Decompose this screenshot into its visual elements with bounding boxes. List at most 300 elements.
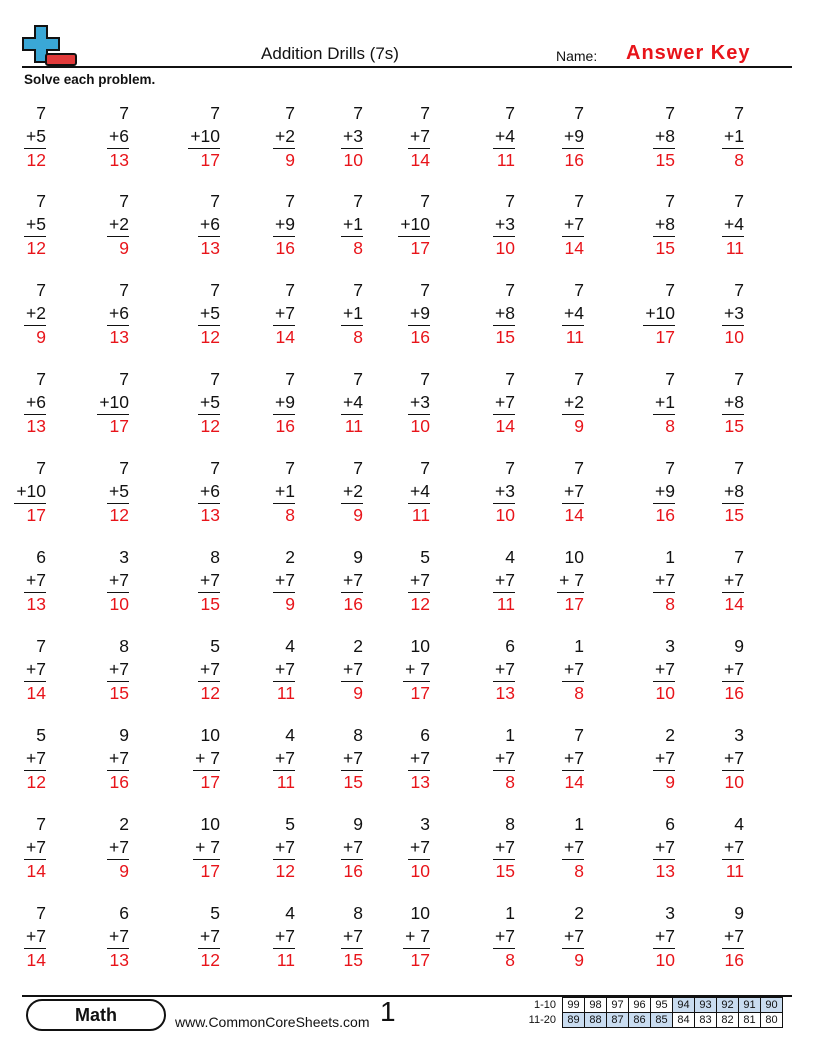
problem-top-number: 7 <box>353 103 363 123</box>
problem-top-number: 7 <box>665 103 675 123</box>
problem-addend: +2 <box>109 214 129 234</box>
problem <box>154 457 220 537</box>
problem <box>63 279 129 359</box>
problem-answer: 8 <box>505 772 515 792</box>
problem-top-number: 6 <box>119 903 129 923</box>
problem-addend: + 7 <box>405 659 430 679</box>
score-cell: 81 <box>739 1013 761 1028</box>
problem <box>0 190 46 270</box>
problem-answer: 14 <box>564 238 584 258</box>
problem-top-number: 7 <box>505 103 515 123</box>
problem-addend: +7 <box>724 748 744 768</box>
problem-top-number: 7 <box>36 191 46 211</box>
problem-addend: +4 <box>495 126 515 146</box>
problem <box>449 546 515 626</box>
problem-answer: 16 <box>109 772 129 792</box>
problem <box>229 902 295 982</box>
score-row-label: 1-10 <box>533 999 556 1011</box>
problem-addend: +9 <box>655 481 675 501</box>
problem <box>154 190 220 270</box>
subject-badge: Math <box>26 999 166 1031</box>
problem-answer: 15 <box>724 505 744 525</box>
problem-answer: 16 <box>343 861 363 881</box>
problem-addend: +7 <box>26 659 46 679</box>
problem <box>678 279 744 359</box>
problem-addend: +1 <box>275 481 295 501</box>
problem-top-number: 7 <box>574 280 584 300</box>
problem-answer: 8 <box>665 416 675 436</box>
problem <box>449 457 515 537</box>
problem <box>63 546 129 626</box>
problem-top-number: 7 <box>119 458 129 478</box>
problem-answer: 10 <box>724 772 744 792</box>
problem-top-number: 7 <box>353 280 363 300</box>
score-cell: 94 <box>673 998 695 1013</box>
problem-answer: 10 <box>410 861 430 881</box>
problem-addend: +8 <box>495 303 515 323</box>
problem-answer: 15 <box>495 327 515 347</box>
problem <box>518 635 584 715</box>
problem-addend: +1 <box>724 126 744 146</box>
problem-top-number: 7 <box>285 191 295 211</box>
problem-top-number: 7 <box>210 191 220 211</box>
problem-answer: 15 <box>343 772 363 792</box>
problem-addend: +1 <box>655 392 675 412</box>
problem-top-number: 2 <box>665 725 675 745</box>
score-cell: 80 <box>761 1013 783 1028</box>
problem-addend: +7 <box>410 748 430 768</box>
problem-addend: +7 <box>724 659 744 679</box>
problem <box>518 546 584 626</box>
problem-top-number: 6 <box>505 636 515 656</box>
problem <box>63 102 129 182</box>
problem-top-number: 9 <box>734 636 744 656</box>
problem-addend: +7 <box>26 837 46 857</box>
problem-top-number: 4 <box>734 814 744 834</box>
problem-answer: 17 <box>200 772 220 792</box>
problem-answer: 10 <box>655 683 675 703</box>
problem-top-number: 7 <box>119 369 129 389</box>
problem-answer: 9 <box>665 772 675 792</box>
problem-top-number: 7 <box>420 191 430 211</box>
problem-top-number: 1 <box>574 636 584 656</box>
problem-top-number: 5 <box>210 903 220 923</box>
problem-addend: +3 <box>724 303 744 323</box>
problem-top-number: 7 <box>353 191 363 211</box>
problem <box>229 368 295 448</box>
score-cell: 91 <box>739 998 761 1013</box>
problem <box>0 279 46 359</box>
problem-addend: +7 <box>26 748 46 768</box>
problem <box>297 902 363 982</box>
problem-answer: 16 <box>564 150 584 170</box>
problem-top-number: 8 <box>505 814 515 834</box>
problem-top-number: 7 <box>36 903 46 923</box>
problem-addend: +9 <box>564 126 584 146</box>
problem-answer: 9 <box>574 950 584 970</box>
problem-answer: 13 <box>655 861 675 881</box>
problem-top-number: 7 <box>665 191 675 211</box>
problem-top-number: 3 <box>665 636 675 656</box>
problem <box>229 813 295 893</box>
problem <box>0 813 46 893</box>
problem-answer: 9 <box>574 416 584 436</box>
problem <box>229 279 295 359</box>
problem <box>449 902 515 982</box>
problem-answer: 9 <box>119 238 129 258</box>
score-table <box>526 997 783 1028</box>
problem-addend: +7 <box>410 126 430 146</box>
problem-top-number: 9 <box>353 547 363 567</box>
problem-addend: +3 <box>495 214 515 234</box>
problem-top-number: 1 <box>505 903 515 923</box>
problem <box>678 813 744 893</box>
problem <box>297 813 363 893</box>
problem-answer: 10 <box>655 950 675 970</box>
problem-addend: +7 <box>495 748 515 768</box>
problem-addend: +7 <box>495 392 515 412</box>
problem-answer: 11 <box>725 861 744 881</box>
problem-answer: 13 <box>200 238 220 258</box>
problem-addend: +7 <box>655 837 675 857</box>
score-cell: 95 <box>651 998 673 1013</box>
problem-top-number: 7 <box>36 814 46 834</box>
problem-answer: 8 <box>665 594 675 614</box>
problem-answer: 10 <box>343 150 363 170</box>
problem-answer: 16 <box>275 416 295 436</box>
problem-top-number: 10 <box>410 636 430 656</box>
problem-answer: 13 <box>109 950 129 970</box>
problem-answer: 17 <box>410 683 430 703</box>
problem-top-number: 7 <box>210 458 220 478</box>
problem-top-number: 9 <box>734 903 744 923</box>
problem <box>678 724 744 804</box>
problem <box>609 635 675 715</box>
problem-addend: +8 <box>655 126 675 146</box>
problem-answer: 17 <box>410 238 430 258</box>
problem <box>0 902 46 982</box>
problem-addend: +7 <box>26 570 46 590</box>
problem <box>297 190 363 270</box>
problem-addend: +5 <box>26 214 46 234</box>
problem <box>0 635 46 715</box>
problem-addend: +7 <box>109 570 129 590</box>
problem <box>678 635 744 715</box>
problem-addend: + 7 <box>195 837 220 857</box>
problem <box>297 724 363 804</box>
problem-addend: +2 <box>343 481 363 501</box>
problem <box>364 724 430 804</box>
problem <box>0 102 46 182</box>
problem-addend: +7 <box>564 214 584 234</box>
problem-top-number: 5 <box>285 814 295 834</box>
problem-answer: 16 <box>275 238 295 258</box>
problem-top-number: 7 <box>574 458 584 478</box>
problem-answer: 10 <box>109 594 129 614</box>
score-cell: 85 <box>651 1013 673 1028</box>
problem <box>154 546 220 626</box>
problem-addend: +7 <box>343 570 363 590</box>
problem-answer: 11 <box>276 683 295 703</box>
problem <box>678 546 744 626</box>
problem-answer: 13 <box>200 505 220 525</box>
header-divider <box>22 66 792 68</box>
problem-addend: +7 <box>343 926 363 946</box>
problem <box>449 102 515 182</box>
problem <box>63 635 129 715</box>
problem-addend: +1 <box>343 303 363 323</box>
problem-addend: +7 <box>495 659 515 679</box>
problem-answer: 14 <box>26 861 46 881</box>
problem-answer: 14 <box>564 772 584 792</box>
problem-answer: 8 <box>353 238 363 258</box>
problem <box>63 902 129 982</box>
problem-answer: 15 <box>200 594 220 614</box>
problem <box>518 902 584 982</box>
problem-answer: 12 <box>200 416 220 436</box>
problem <box>154 635 220 715</box>
problem <box>63 190 129 270</box>
problem-addend: +7 <box>275 570 295 590</box>
problem-top-number: 7 <box>36 369 46 389</box>
problem-top-number: 7 <box>665 369 675 389</box>
problem-addend: +5 <box>109 481 129 501</box>
problem-answer: 12 <box>109 505 129 525</box>
problem <box>154 724 220 804</box>
problem-top-number: 7 <box>734 103 744 123</box>
problem-addend: +7 <box>109 926 129 946</box>
problem-addend: + 7 <box>405 926 430 946</box>
problem-top-number: 1 <box>574 814 584 834</box>
problem-top-number: 7 <box>36 103 46 123</box>
problem-top-number: 8 <box>353 725 363 745</box>
problem-top-number: 9 <box>119 725 129 745</box>
problem-addend: +4 <box>410 481 430 501</box>
problem <box>364 368 430 448</box>
problem-answer: 15 <box>724 416 744 436</box>
problem-addend: +7 <box>655 748 675 768</box>
name-label: Name: <box>556 48 598 64</box>
problem-addend: +7 <box>724 837 744 857</box>
score-cell: 88 <box>585 1013 607 1028</box>
problem-answer: 10 <box>495 238 515 258</box>
problem-addend: +4 <box>343 392 363 412</box>
problem <box>518 279 584 359</box>
problem-answer: 12 <box>200 683 220 703</box>
problem <box>609 724 675 804</box>
problem-answer: 10 <box>410 416 430 436</box>
problem-addend: +7 <box>724 570 744 590</box>
problem-addend: +7 <box>343 659 363 679</box>
problem-addend: +7 <box>655 659 675 679</box>
problem <box>609 190 675 270</box>
problem-answer: 14 <box>564 505 584 525</box>
problem-addend: +10 <box>190 126 220 146</box>
problem <box>229 457 295 537</box>
problem-answer: 12 <box>275 861 295 881</box>
problem-top-number: 4 <box>285 725 295 745</box>
problem-answer: 12 <box>26 238 46 258</box>
problem-answer: 10 <box>724 327 744 347</box>
problem-answer: 15 <box>655 150 675 170</box>
problem-answer: 12 <box>410 594 430 614</box>
problem <box>449 813 515 893</box>
problem-top-number: 7 <box>210 369 220 389</box>
problem <box>63 724 129 804</box>
problem-addend: +5 <box>26 126 46 146</box>
problem-answer: 13 <box>109 327 129 347</box>
problem <box>229 635 295 715</box>
problem <box>229 190 295 270</box>
score-cell: 89 <box>563 1013 585 1028</box>
problem-top-number: 10 <box>200 814 220 834</box>
problem <box>0 457 46 537</box>
problem-top-number: 7 <box>420 103 430 123</box>
problem-answer: 14 <box>26 950 46 970</box>
score-cell: 82 <box>717 1013 739 1028</box>
problem-addend: +7 <box>275 837 295 857</box>
score-row <box>526 998 783 1013</box>
problem-answer: 11 <box>725 238 744 258</box>
problem <box>449 724 515 804</box>
problem <box>518 190 584 270</box>
problem <box>154 102 220 182</box>
problem-addend: +7 <box>410 570 430 590</box>
problem <box>229 724 295 804</box>
problem <box>609 902 675 982</box>
problem <box>229 546 295 626</box>
problem-top-number: 4 <box>505 547 515 567</box>
problem-top-number: 7 <box>574 725 584 745</box>
problem-top-number: 8 <box>210 547 220 567</box>
problem-top-number: 7 <box>285 458 295 478</box>
problem-addend: +7 <box>564 481 584 501</box>
problem-answer: 9 <box>119 861 129 881</box>
problem <box>609 368 675 448</box>
problem-addend: +5 <box>200 303 220 323</box>
problem <box>364 902 430 982</box>
problem-answer: 11 <box>411 505 430 525</box>
problem <box>449 279 515 359</box>
problem-top-number: 5 <box>36 725 46 745</box>
answer-key-label: Answer Key <box>626 42 751 64</box>
problem-answer: 14 <box>410 150 430 170</box>
problem <box>364 813 430 893</box>
problem-top-number: 1 <box>505 725 515 745</box>
problem-answer: 17 <box>200 150 220 170</box>
problem <box>678 902 744 982</box>
problem-top-number: 6 <box>36 547 46 567</box>
problem <box>63 813 129 893</box>
problem-answer: 16 <box>343 594 363 614</box>
problem <box>609 546 675 626</box>
problem-answer: 17 <box>655 327 675 347</box>
problem <box>609 279 675 359</box>
problem-answer: 11 <box>496 594 515 614</box>
problem <box>154 813 220 893</box>
problem-answer: 8 <box>353 327 363 347</box>
problem-answer: 15 <box>109 683 129 703</box>
problem <box>678 102 744 182</box>
problem-top-number: 7 <box>734 369 744 389</box>
problem-answer: 17 <box>564 594 584 614</box>
problem-addend: +7 <box>200 570 220 590</box>
problem-addend: +7 <box>564 659 584 679</box>
problem-top-number: 7 <box>119 280 129 300</box>
problem-addend: +10 <box>645 303 675 323</box>
problem <box>449 635 515 715</box>
problem <box>297 635 363 715</box>
problem <box>0 724 46 804</box>
problem <box>63 368 129 448</box>
problem-top-number: 7 <box>353 369 363 389</box>
score-cell: 99 <box>563 998 585 1013</box>
problem-answer: 17 <box>200 861 220 881</box>
problem-answer: 17 <box>109 416 129 436</box>
problem-top-number: 7 <box>505 280 515 300</box>
problem-top-number: 7 <box>36 280 46 300</box>
problem-answer: 11 <box>565 327 584 347</box>
problem <box>518 813 584 893</box>
problem <box>364 102 430 182</box>
problem <box>364 546 430 626</box>
problem <box>449 190 515 270</box>
problem-top-number: 7 <box>285 103 295 123</box>
problem-addend: + 7 <box>195 748 220 768</box>
score-row <box>526 1013 783 1028</box>
problem-addend: +9 <box>275 214 295 234</box>
problem-top-number: 7 <box>420 369 430 389</box>
problem-top-number: 2 <box>119 814 129 834</box>
problem-addend: +3 <box>410 392 430 412</box>
problem-answer: 15 <box>655 238 675 258</box>
problem-top-number: 7 <box>285 369 295 389</box>
problem-answer: 13 <box>109 150 129 170</box>
problem-top-number: 7 <box>119 191 129 211</box>
problem-answer: 11 <box>276 950 295 970</box>
problem-top-number: 7 <box>574 191 584 211</box>
score-cell: 83 <box>695 1013 717 1028</box>
problem-top-number: 7 <box>665 458 675 478</box>
problem-addend: +7 <box>564 748 584 768</box>
problem-addend: +7 <box>343 837 363 857</box>
problem-top-number: 7 <box>734 547 744 567</box>
problem-top-number: 6 <box>665 814 675 834</box>
problem-answer: 12 <box>200 950 220 970</box>
problem-answer: 17 <box>410 950 430 970</box>
problem <box>0 546 46 626</box>
problem-addend: +8 <box>655 214 675 234</box>
problem <box>364 279 430 359</box>
problem-answer: 14 <box>275 327 295 347</box>
score-cell: 93 <box>695 998 717 1013</box>
problem-addend: +4 <box>564 303 584 323</box>
problem-top-number: 7 <box>505 369 515 389</box>
problem <box>364 635 430 715</box>
problem-addend: +2 <box>26 303 46 323</box>
problem-top-number: 9 <box>353 814 363 834</box>
problem <box>63 457 129 537</box>
page-number: 1 <box>380 996 396 1027</box>
problem <box>518 102 584 182</box>
problem-answer: 9 <box>285 594 295 614</box>
problem-top-number: 7 <box>505 458 515 478</box>
problem-addend: +2 <box>275 126 295 146</box>
problem <box>609 813 675 893</box>
problem-answer: 13 <box>26 416 46 436</box>
problem-top-number: 7 <box>119 103 129 123</box>
score-row-label: 11-20 <box>528 1014 556 1026</box>
